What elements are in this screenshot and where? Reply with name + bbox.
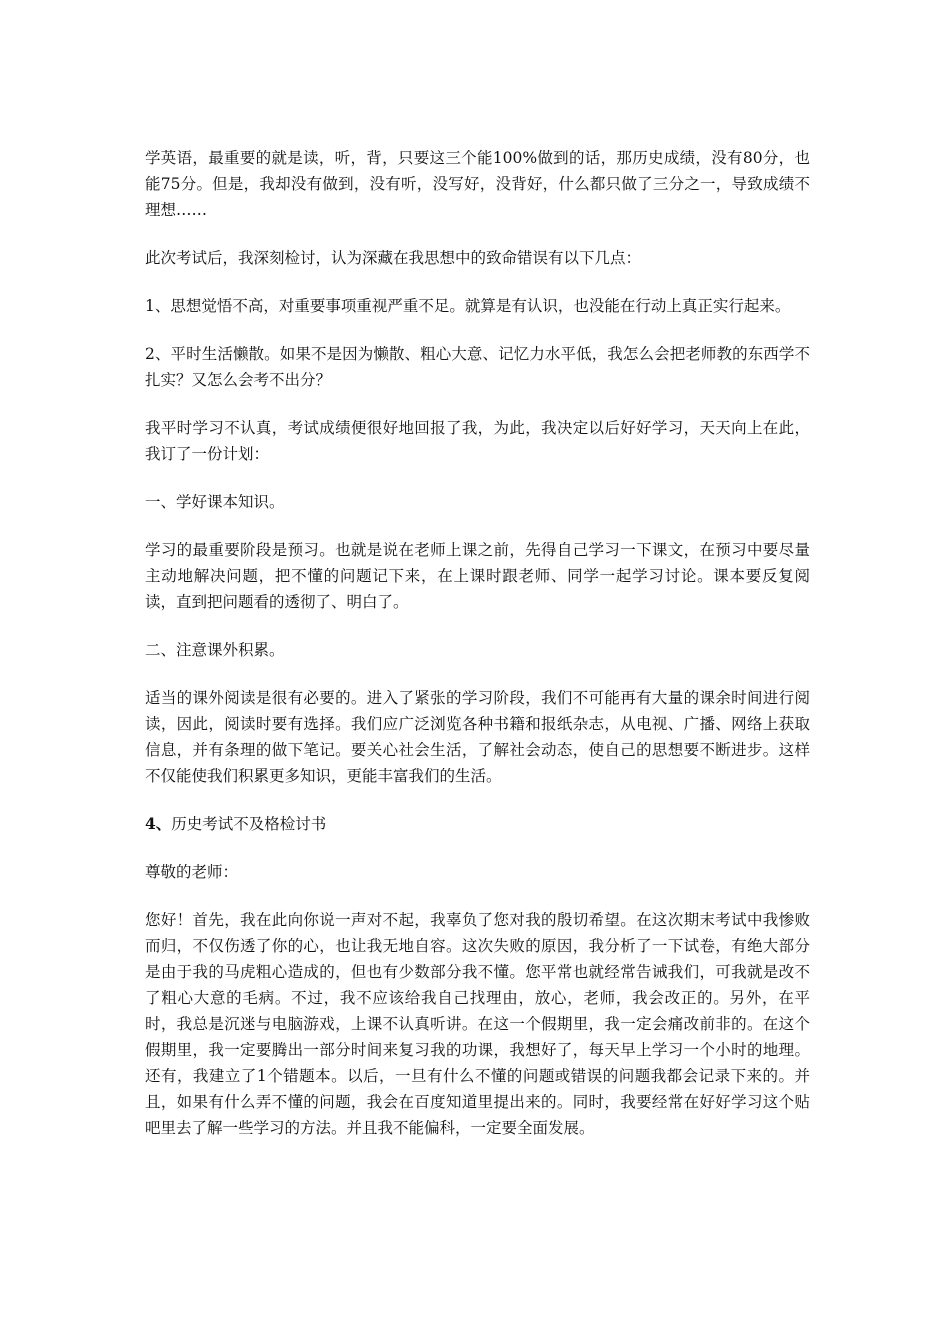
- plan-item-1-heading: 一、学好课本知识。: [145, 493, 285, 511]
- paragraph-study-english: 学英语，最重要的就是读，听，背，只要这三个能100%做到的话，那历史成绩，没有80分，也能75分。但是，我却没有做到，没有听，没写好，没背好，什么都只做了三分之一，导致成绩不理想……: [145, 149, 810, 219]
- paragraph-point-2: 2、平时生活懒散。如果不是因为懒散、粗心大意、记忆力水平低，我怎么会把老师教的东西学不扎实？又怎么会考不出分？: [145, 345, 810, 389]
- letter-body: 您好！首先，我在此向你说一声对不起，我辜负了您对我的殷切希望。在这次期末考试中我惨败而归，不仅伤透了你的心，也让我无地自容。这次失败的原因，我分析了一下试卷，有绝大部分是由于我的马虎粗心造成的，但也有少数部分我不懂。您平常也就经常告诫我们，可我就是改不了粗心大意的毛病。不过，我不应该给我自己找理由，放心，老师，我会改正的。另外，在平时，我总是沉迷与电脑游戏，上课不认真听讲。在这一个假期里，我一定会痛改前非的。在这个假期里，我一定要腾出一部分时间来复习我的功课，我想好了，每天早上学习一个小时的地理。还有，我建立了1个错题本。以后，一旦有什么不懂的问题或错误的问题我都会记录下来的。并且，如果有什么弄不懂的问题，我会在百度知道里提出来的。同时，我要经常在好好学习这个贴吧里去了解一些学习的方法。并且我不能偏科，一定要全面发展。: [145, 911, 810, 1137]
- section-heading-title: 历史考试不及格检讨书: [171, 815, 327, 833]
- plan-item-2-heading: 二、注意课外积累。: [145, 641, 285, 659]
- paragraph-point-1: 1、思想觉悟不高，对重要事项重视严重不足。就算是有认识，也没能在行动上真正实行起来。: [145, 297, 791, 315]
- paragraph-self-review-intro: 此次考试后，我深刻检讨，认为深藏在我思想中的致命错误有以下几点：: [145, 249, 642, 267]
- section-heading-number: 4、: [145, 814, 172, 833]
- document-body: [145, 145, 810, 1163]
- paragraph-plan-intro: 我平时学习不认真，考试成绩便很好地回报了我，为此，我决定以后好好学习，天天向上在此，我订了一份计划：: [145, 419, 810, 463]
- plan-item-2-body: 适当的课外阅读是很有必要的。进入了紧张的学习阶段，我们不可能再有大量的课余时间进行阅读，因此，阅读时要有选择。我们应广泛浏览各种书籍和报纸杂志，从电视、广播、网络上获取信息，并有条理的做下笔记。要关心社会生活，了解社会动态，使自己的思想要不断进步。这样不仅能使我们积累更多知识，更能丰富我们的生活。: [145, 689, 810, 785]
- plan-item-1-body: 学习的最重要阶段是预习。也就是说在老师上课之前，先得自己学习一下课文，在预习中要尽量主动地解决问题，把不懂的问题记下来，在上课时跟老师、同学一起学习讨论。课本要反复阅读，直到把问题看的透彻了、明白了。: [145, 541, 810, 611]
- section-heading: [145, 811, 810, 837]
- salutation: 尊敬的老师：: [145, 863, 239, 881]
